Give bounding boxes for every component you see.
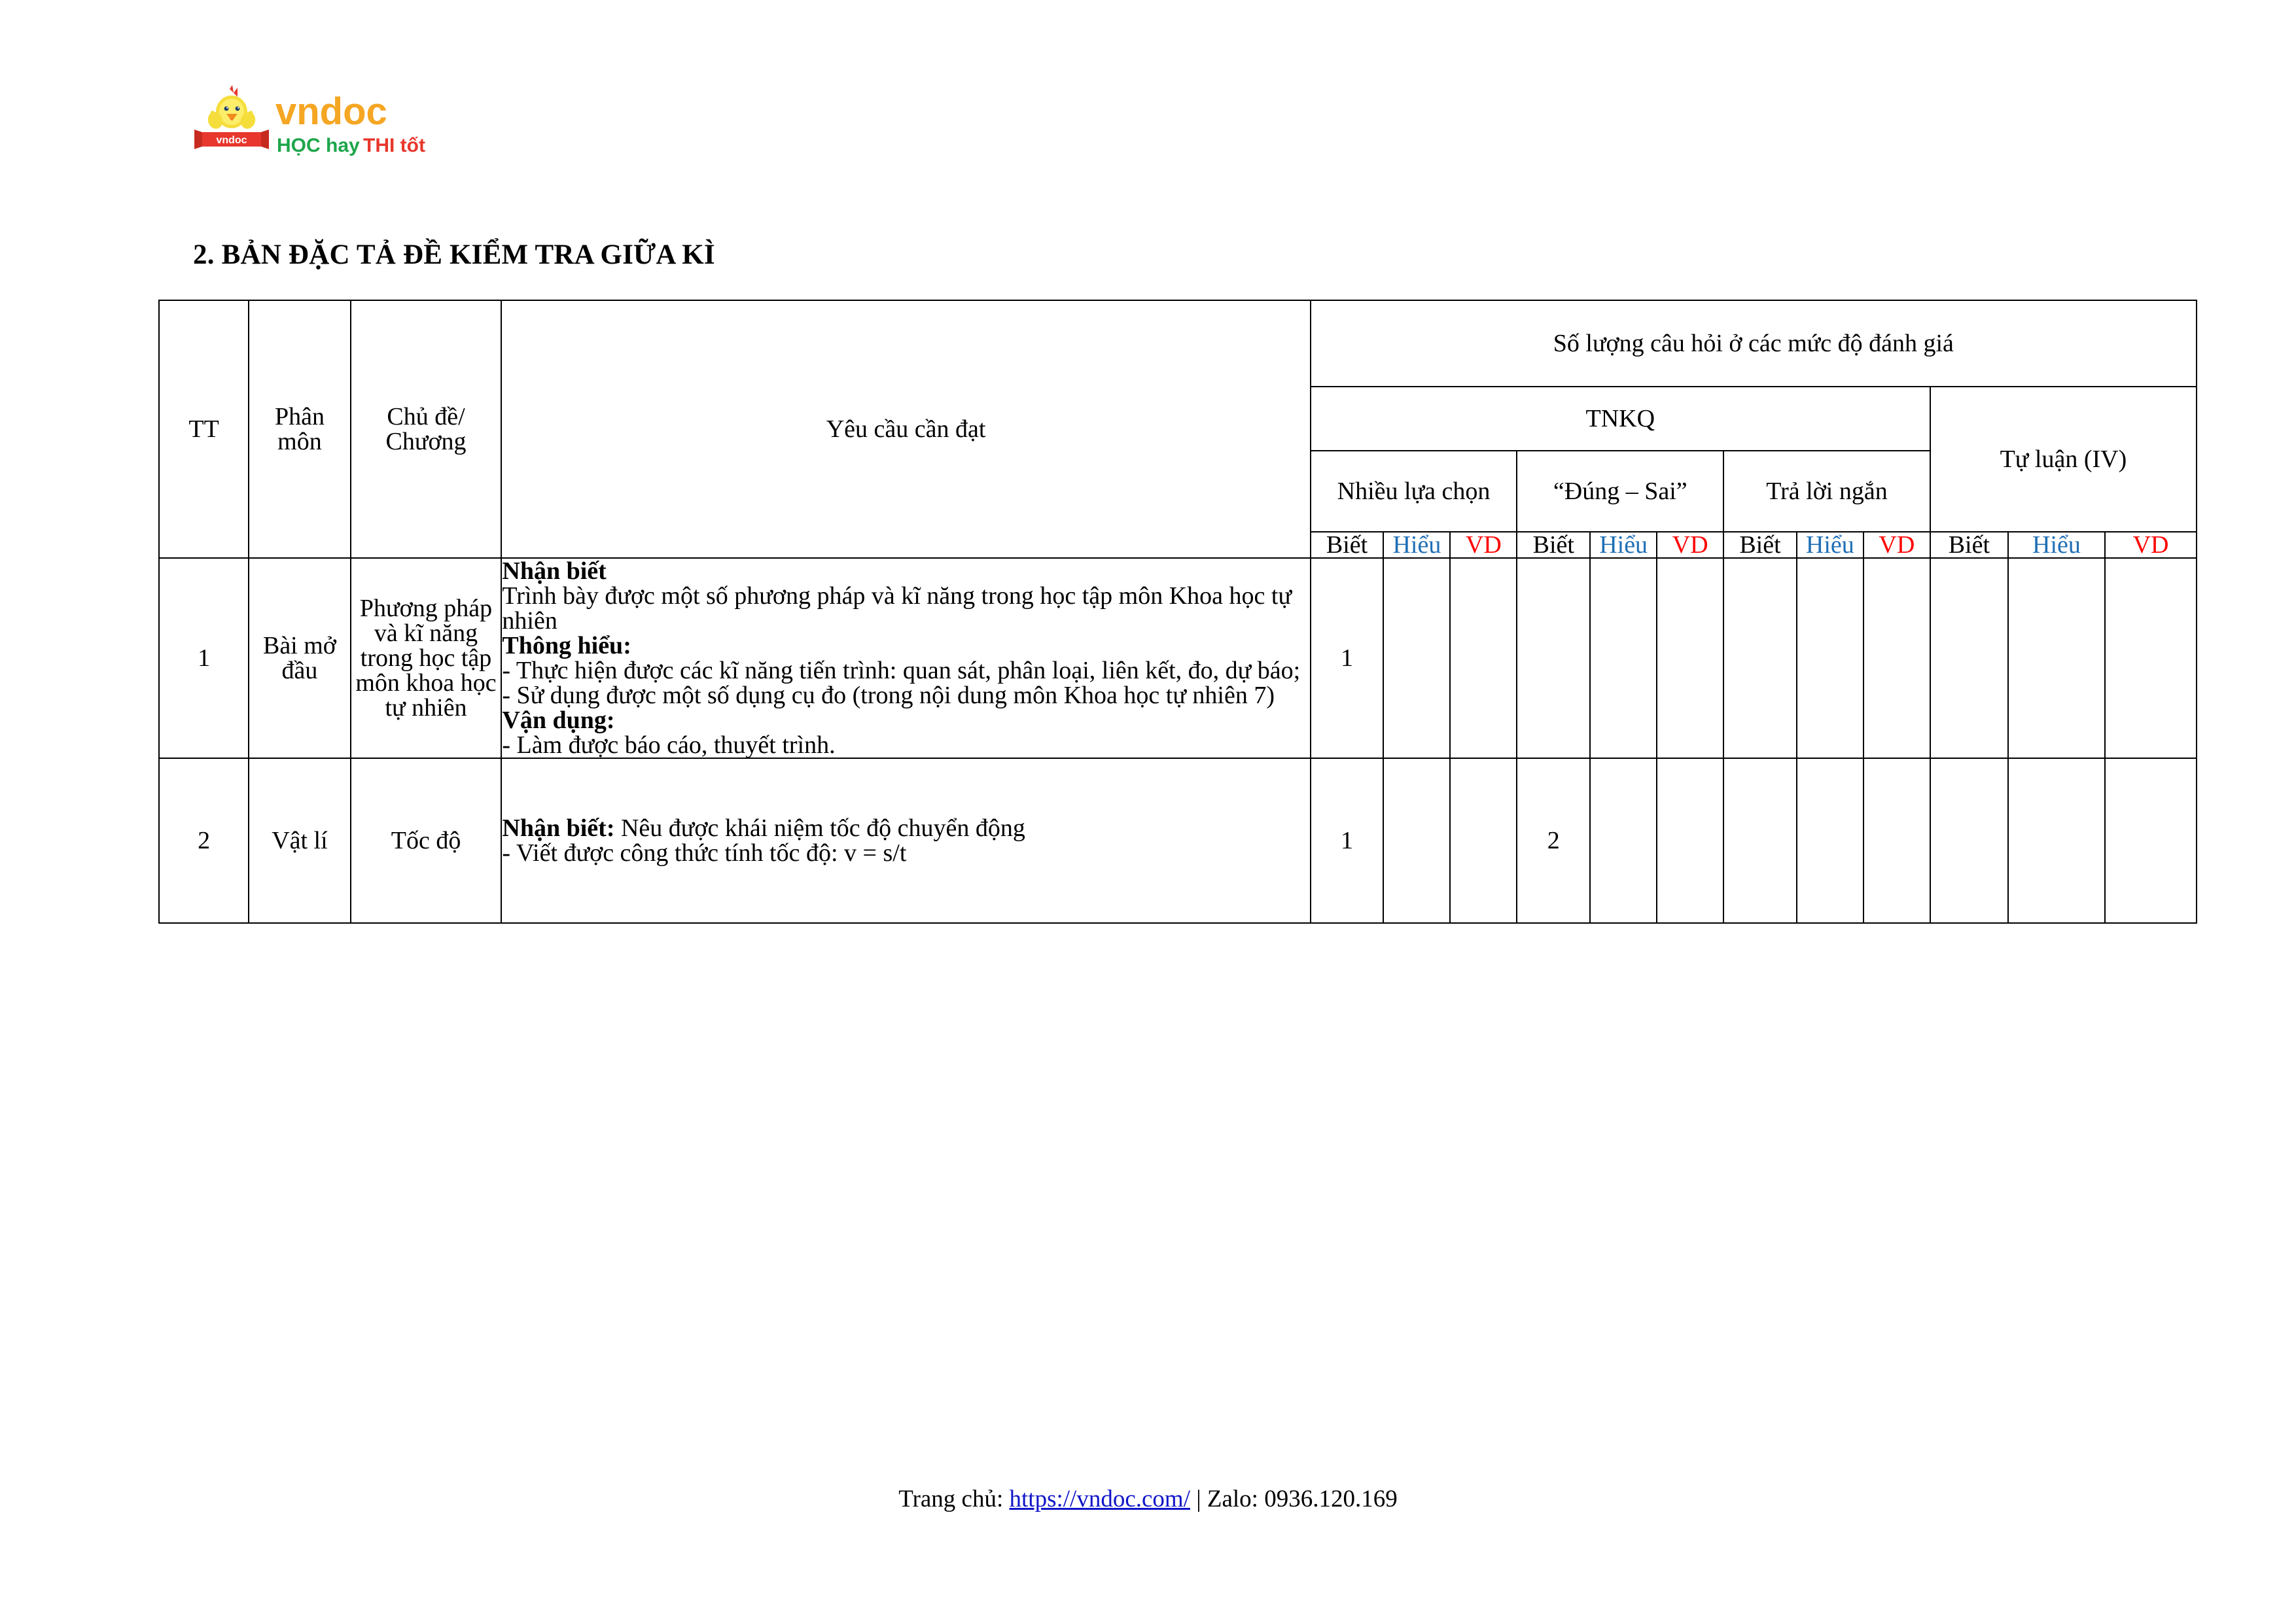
cell-tln-vd <box>1863 758 1930 923</box>
header-nhieu-lua-chon: Nhiều lựa chọn <box>1311 451 1517 532</box>
cell-tln-vd <box>1863 558 1930 758</box>
row-tt: 2 <box>159 758 249 923</box>
header-tu-biet: Biết <box>1930 532 2008 558</box>
yc-thong-hieu-label: Thông hiểu: <box>502 632 631 659</box>
cell-tu-hieu <box>2008 558 2105 758</box>
cell-mc-hieu <box>1383 758 1450 923</box>
cell-ds-vd <box>1657 758 1723 923</box>
cell-mc-hieu <box>1383 558 1450 758</box>
header-ds-vd: VD <box>1657 532 1723 558</box>
cell-ds-hieu <box>1590 758 1657 923</box>
header-chu-de-line1: Chủ đề/ <box>387 403 465 430</box>
row-phan-mon: Bài mở đầu <box>249 558 350 758</box>
header-phan-mon-line2: môn <box>277 428 322 455</box>
vndoc-logo-svg <box>192 84 440 162</box>
header-tln-biet: Biết <box>1723 532 1797 558</box>
row-phan-mon: Vật lí <box>249 758 350 923</box>
header-mc-hieu: Hiểu <box>1383 532 1450 558</box>
yc2-nhan-biet-text: Nêu được khái niệm tốc độ chuyển động <box>614 814 1025 842</box>
row-chu-de: Tốc độ <box>351 758 502 923</box>
yc-nhan-biet-label: Nhận biết <box>502 557 607 585</box>
header-tln-hieu: Hiểu <box>1797 532 1863 558</box>
cell-mc-vd <box>1450 558 1517 758</box>
yc2-item1: - Viết được công thức tính tốc độ: v = s/t <box>502 839 907 867</box>
tagline-red: THI tốt <box>363 135 425 156</box>
cell-tu-vd <box>2105 758 2197 923</box>
cell-mc-biet: 1 <box>1311 758 1384 923</box>
header-mc-vd: VD <box>1450 532 1517 558</box>
cell-mc-vd <box>1450 758 1517 923</box>
cell-ds-hieu <box>1590 558 1657 758</box>
cell-tln-biet <box>1723 558 1797 758</box>
header-dung-sai: “Đúng – Sai” <box>1517 451 1723 532</box>
table-row <box>159 558 2197 758</box>
spec-table-container <box>158 300 2197 924</box>
header-tu-luan: Tự luận (IV) <box>1930 387 2197 532</box>
footer-suffix: | Zalo: 0936.120.169 <box>1190 1486 1398 1512</box>
tagline-green: HỌC hay <box>277 135 360 156</box>
header-tt: TT <box>159 300 249 558</box>
header-so-luong-cau-hoi: Số lượng câu hỏi ở các mức độ đánh giá <box>1311 300 2197 387</box>
yc-van-dung-label: Vận dụng: <box>502 707 615 734</box>
yc-van-dung-item1: - Làm được báo cáo, thuyết trình. <box>502 731 836 759</box>
cell-tu-biet <box>1930 758 2008 923</box>
cell-ds-biet: 2 <box>1517 758 1590 923</box>
footer-prefix: Trang chủ: <box>898 1486 1010 1512</box>
header-mc-biet: Biết <box>1311 532 1384 558</box>
cell-tln-hieu <box>1797 758 1863 923</box>
header-chu-de <box>351 300 502 558</box>
cell-tu-hieu <box>2008 758 2105 923</box>
table-row <box>159 758 2197 923</box>
header-yeu-cau-can-dat: Yêu cầu cần đạt <box>501 300 1310 558</box>
chick-mascot-icon <box>194 85 269 149</box>
footer-homepage-link[interactable]: https://vndoc.com/ <box>1009 1486 1190 1512</box>
header-ds-biet: Biết <box>1517 532 1590 558</box>
cell-tu-vd <box>2105 558 2197 758</box>
cell-tln-hieu <box>1797 558 1863 758</box>
cell-ds-vd <box>1657 558 1723 758</box>
header-phan-mon <box>249 300 350 558</box>
cell-tu-biet <box>1930 558 2008 758</box>
page-title: 2. BẢN ĐẶC TẢ ĐỀ KIỂM TRA GIỮA KÌ <box>193 239 715 270</box>
header-chu-de-line2: Chương <box>385 428 467 455</box>
row-tt: 1 <box>159 558 249 758</box>
yc2-nhan-biet-label: Nhận biết: <box>502 814 615 842</box>
header-phan-mon-line1: Phân <box>274 403 325 430</box>
row-chu-de: Phương pháp và kĩ năng trong học tập môn khoa học tự nhiên <box>351 558 502 758</box>
header-tln-vd: VD <box>1863 532 1930 558</box>
vndoc-wordmark: vndoc <box>275 90 387 133</box>
row-yeu-cau-can-dat <box>501 558 1310 758</box>
header-tu-hieu: Hiểu <box>2008 532 2105 558</box>
cell-mc-biet: 1 <box>1311 558 1384 758</box>
page-footer <box>0 1485 2296 1513</box>
header-tra-loi-ngan: Trả lời ngắn <box>1723 451 1930 532</box>
cell-ds-biet <box>1517 558 1590 758</box>
header-ds-hieu: Hiểu <box>1590 532 1657 558</box>
vndoc-logo <box>192 84 440 162</box>
svg-text:vndoc: vndoc <box>216 135 247 146</box>
header-tu-vd: VD <box>2105 532 2197 558</box>
yc-nhan-biet-text: Trình bày được một số phương pháp và kĩ năng trong học tập môn Khoa học tự nhiên <box>502 582 1292 635</box>
yc-thong-hieu-item1: - Thực hiện được các kĩ năng tiến trình: quan sát, phân loại, liên kết, đo, dự báo; <box>502 657 1301 684</box>
header-row-top <box>159 300 2197 387</box>
cell-tln-biet <box>1723 758 1797 923</box>
spec-table <box>158 300 2197 924</box>
row-yeu-cau-can-dat <box>501 758 1310 923</box>
header-tnkq: TNKQ <box>1311 387 1930 451</box>
yc-thong-hieu-item2: - Sử dụng được một số dụng cụ đo (trong nội dung môn Khoa học tự nhiên 7) <box>502 682 1275 709</box>
